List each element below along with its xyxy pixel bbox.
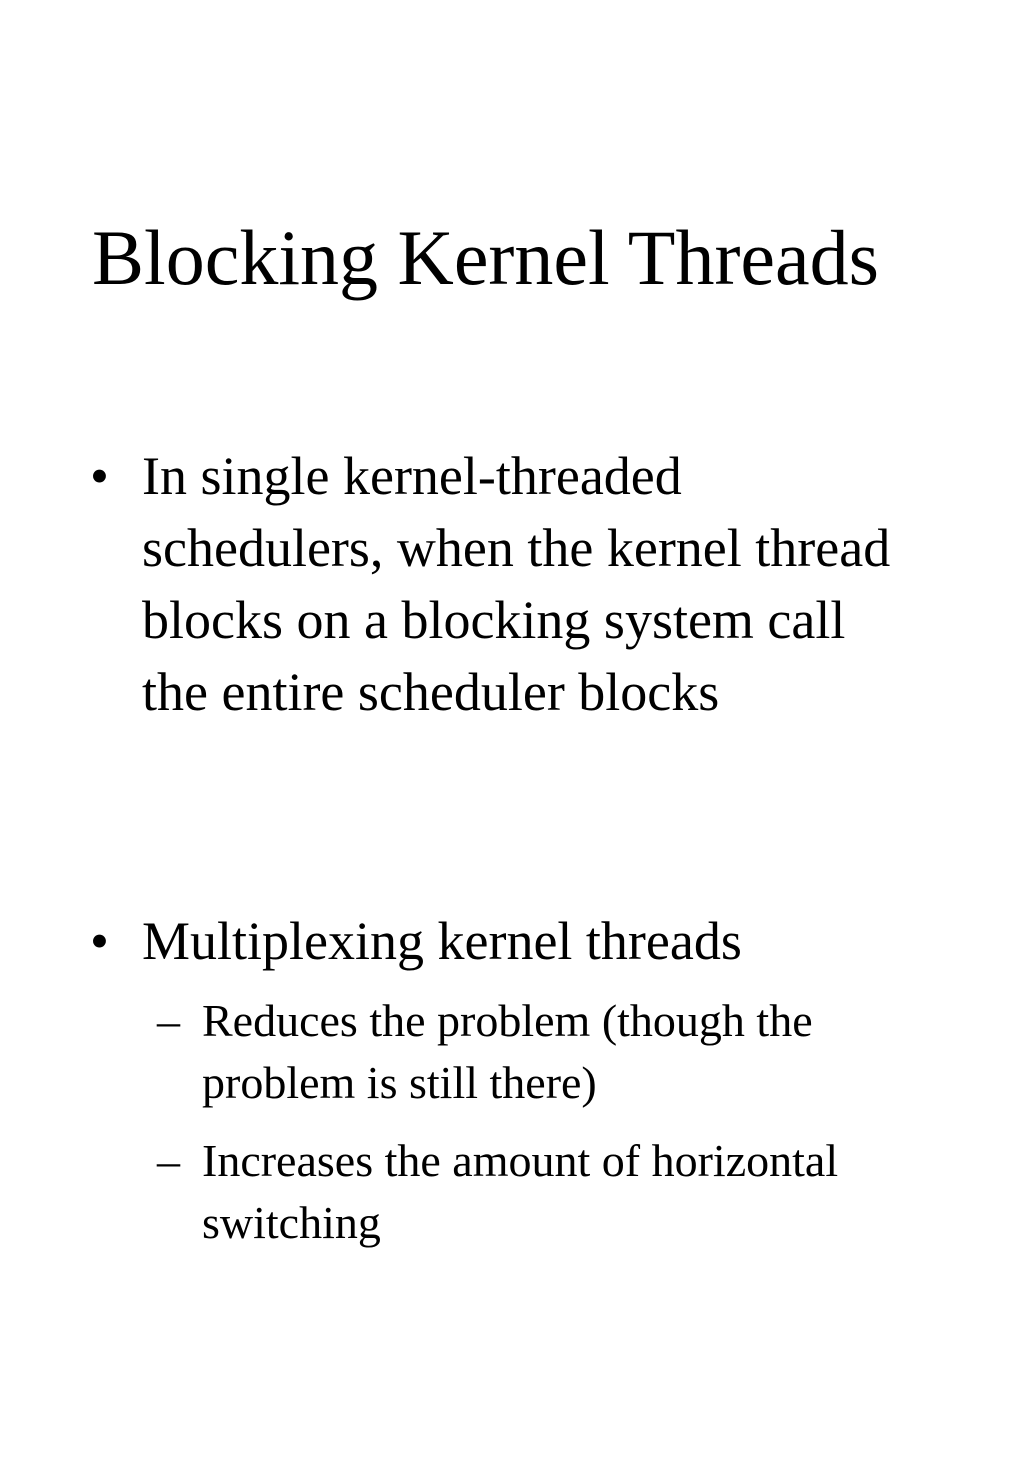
- sub-bullet-text: Increases the amount of horizontal switching: [202, 1135, 839, 1248]
- bullet-marker: •: [90, 446, 109, 506]
- slide-title: Blocking Kernel Threads: [92, 214, 880, 301]
- bullet-text: Multiplexing kernel threads: [142, 911, 742, 971]
- bullet-item: [90, 440, 920, 728]
- sub-bullet-text: Reduces the problem (though the problem is still there): [202, 995, 813, 1108]
- bullet-item: [90, 905, 920, 977]
- sub-bullet-item: [157, 1130, 927, 1254]
- sub-bullet-item: [157, 990, 927, 1114]
- sub-bullet-marker: –: [157, 995, 180, 1046]
- bullet-text: In single kernel-threaded schedulers, when the kernel thread blocks on a blocking system call the entire scheduler blocks: [142, 446, 891, 722]
- sub-bullet-marker: –: [157, 1135, 180, 1186]
- bullet-marker: •: [90, 911, 109, 971]
